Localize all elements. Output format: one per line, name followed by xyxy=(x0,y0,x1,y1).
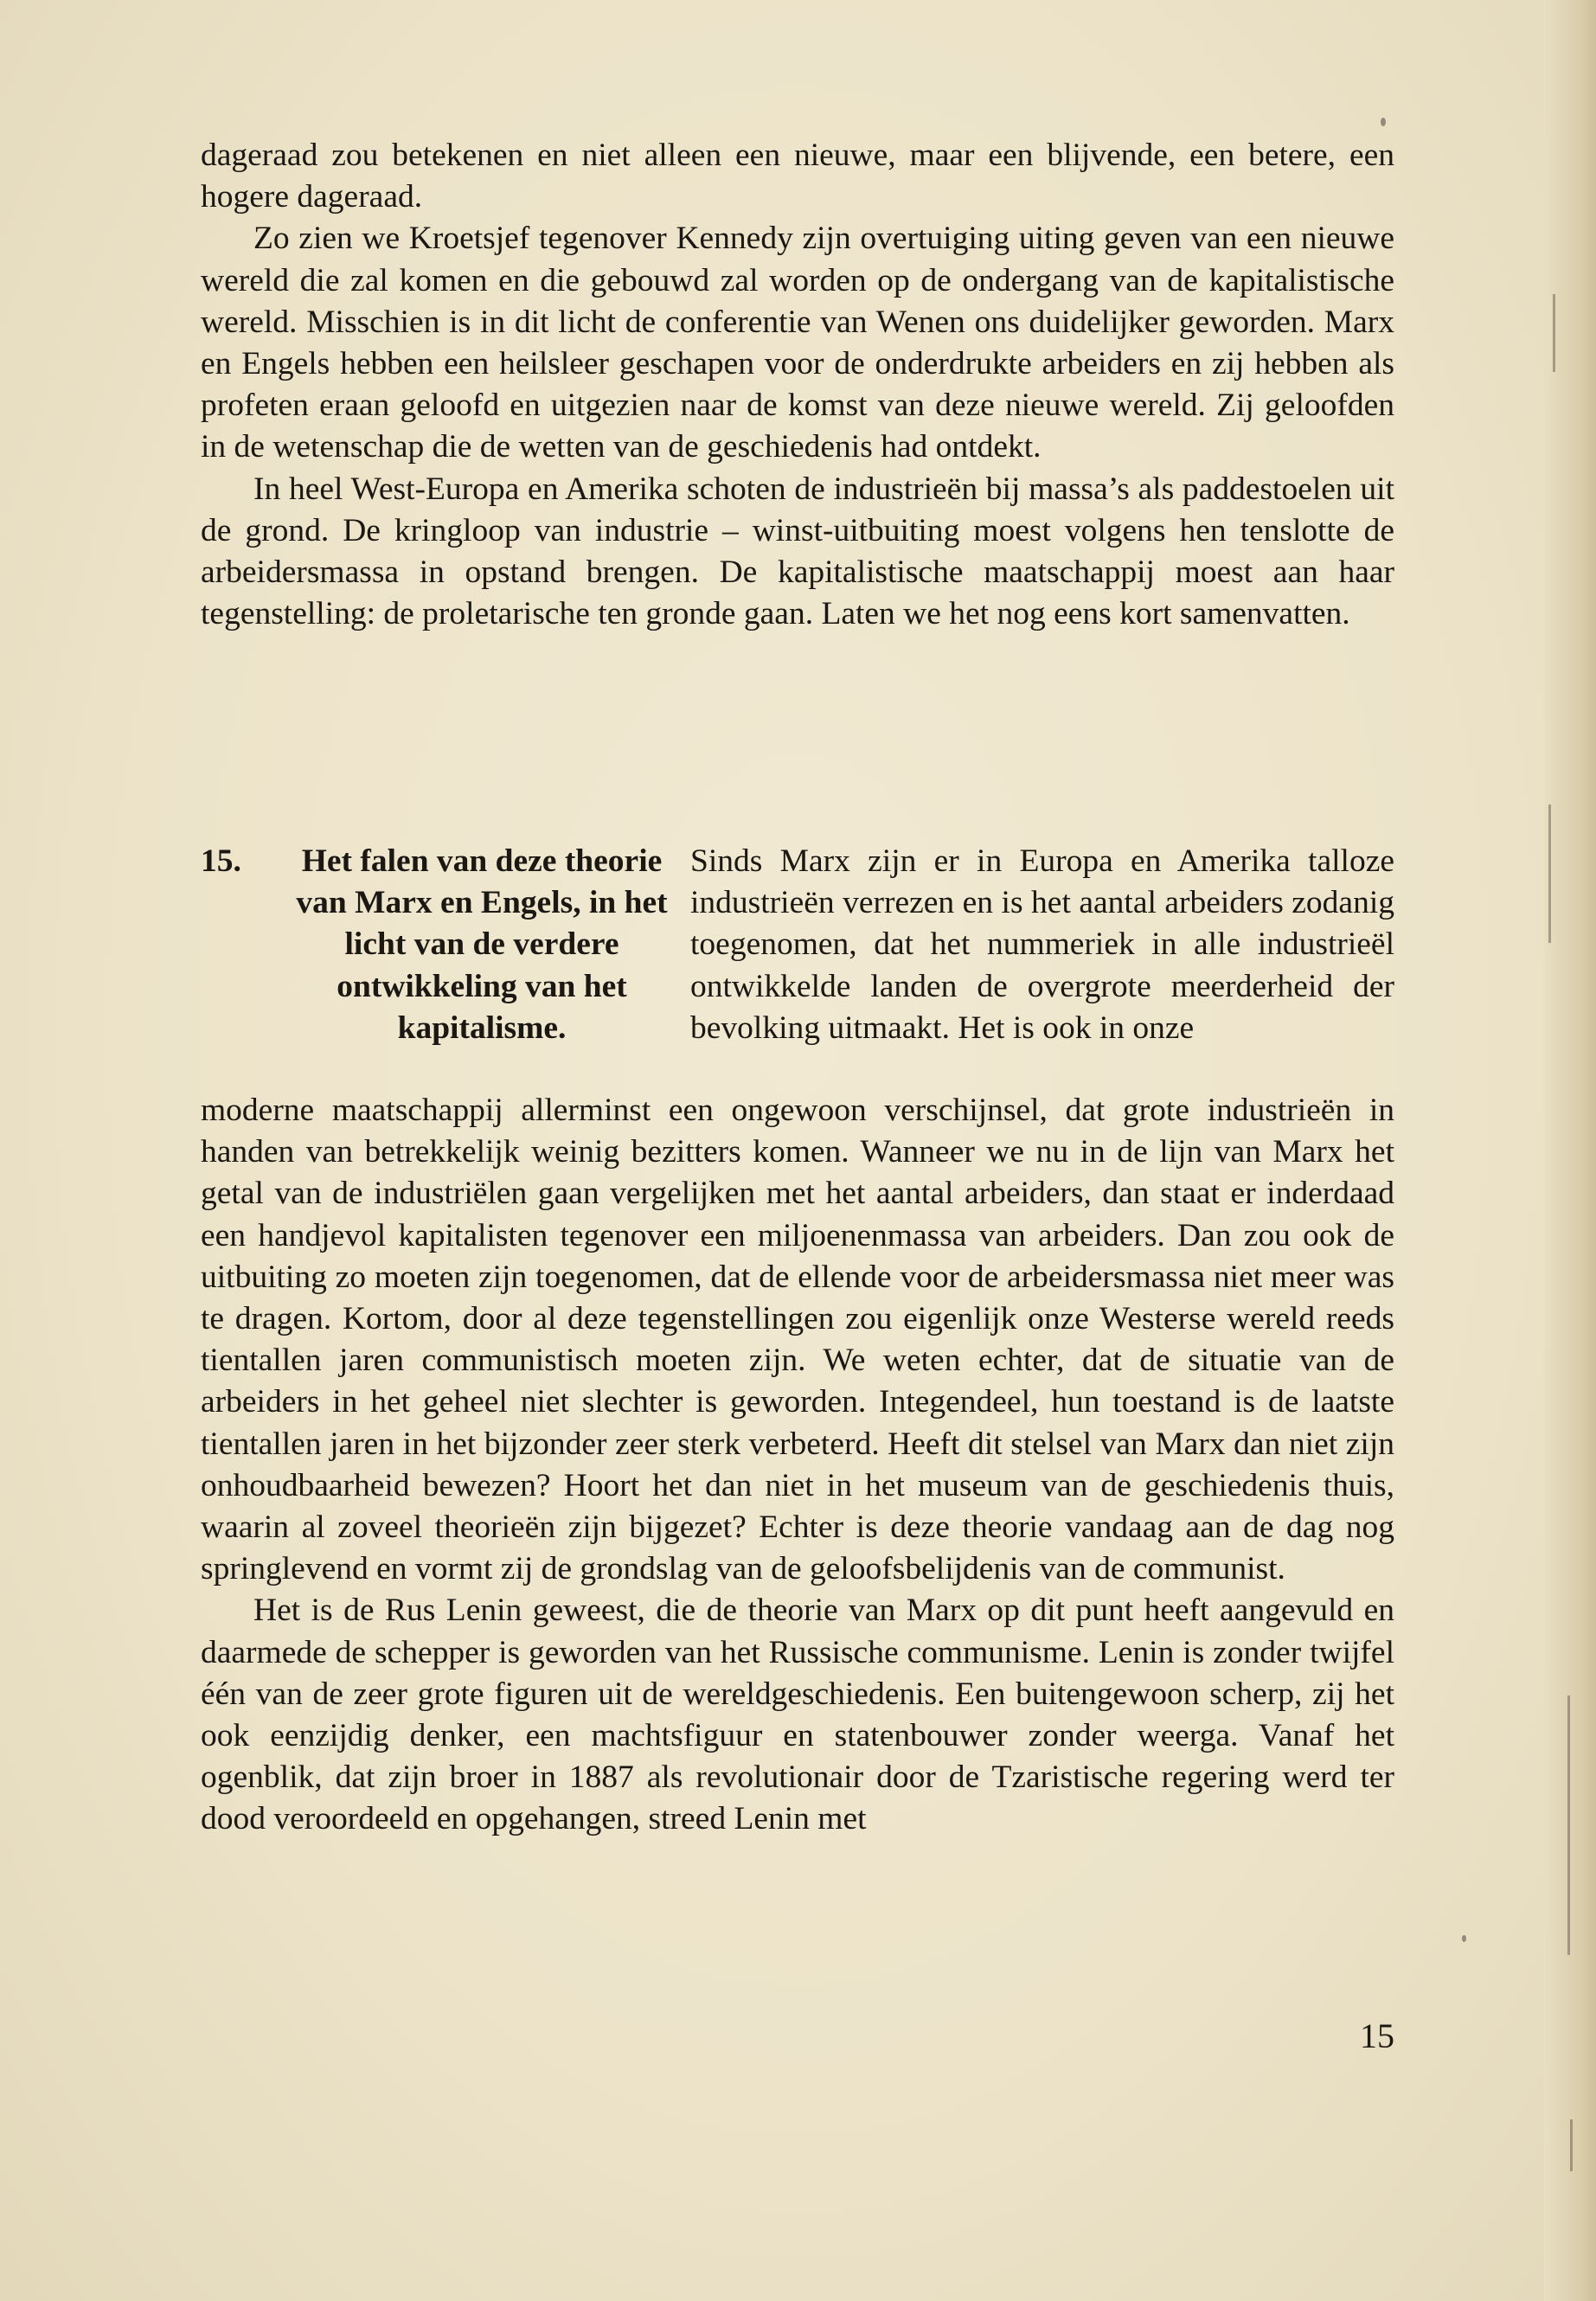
page-number: 15 xyxy=(1360,2016,1394,2055)
section-heading: Het falen van deze theorie van Marx en Engels, in het licht van de verdere ontwikkeling van het kapitalisme. xyxy=(296,843,668,1046)
section-number: 15. xyxy=(201,843,241,879)
paragraph: In heel West-Europa en Amerika schoten de industrieën bij massa’s als paddestoelen uit de grond. De kringloop van industrie – winst-uitbuiting moest volgens hen tenslotte de arbeidersmassa in opstand brengen. De kapitalistische maatschappij moest aan haar tegenstelling: de proletarische ten gronde gaan. Laten we het nog eens kort samenvatten. xyxy=(201,471,1394,632)
paragraph: Zo zien we Kroetsjef tegenover Kennedy zijn overtuiging uiting geven van een nieuwe wereld die zal komen en die gebouwd zal worden op de ondergang van de kapitalistische wereld. Misschien is in dit licht de conferentie van Wenen ons duidelijker geworden. Marx en Engels hebben een heilsleer geschapen voor de onderdrukte arbeiders en zij hebben als profeten eraan geloofd en uitgezien naar de komst van deze nieuwe wereld. Zij geloofden in de wetenschap die de wetten van de geschiedenis had ontdekt. xyxy=(201,221,1394,465)
edge-mark xyxy=(1553,294,1555,372)
body-text-top xyxy=(201,135,1394,635)
section-column xyxy=(690,841,1394,1049)
page-edge-shadow xyxy=(1544,0,1596,2301)
paragraph: Het is de Rus Lenin geweest, die de theorie van Marx op dit punt heeft aangevuld en daarmede de schepper is geworden van het Russische communisme. Lenin is zonder twijfel één van de zeer grote figuren uit de wereldgeschiedenis. Een buitengewoon scherp, zij het ook eenzijdig denker, een machtsfiguur en statenbouwer zonder weerga. Vanaf het ogenblik, dat zijn broer in 1887 als revolutionair door de Tzaristische regering werd ter dood veroordeeld en opgehangen, streed Lenin met xyxy=(201,1593,1394,1837)
section-15 xyxy=(201,841,1394,1090)
ink-speck xyxy=(1381,118,1386,126)
edge-mark xyxy=(1548,804,1551,943)
paragraph: moderne maatschappij allerminst een ongewoon verschijnsel, dat grote industrieën in handen van betrekkelijk weinig bezitters komen. Wanneer we nu in de lijn van Marx het getal van de industriëlen gaan vergelijken met het aantal arbeiders, dan staat er inderdaad een handjevol kapitalisten tegenover een miljoenenmassa van arbeiders. Dan zou ook de uitbuiting zo moeten zijn toegenomen, dat de ellende voor de arbeidersmassa niet meer was te dragen. Kortom, door al deze tegenstellingen zou eigenlijk onze Westerse wereld reeds tientallen jaren communistisch moeten zijn. We weten echter, dat de situatie van de arbeiders in het geheel niet slechter is geworden. Integendeel, hun toestand is de laatste tientallen jaren in het bijzonder zeer sterk verbeterd. Heeft dit stelsel van Marx dan niet zijn onhoudbaarheid bewezen? Hoort het dan niet in het museum van de geschiedenis thuis, waarin al zoveel theorieën zijn bijgezet? Echter is deze theorie vandaag aan de dag nog springlevend en vormt zij de grondslag van de geloofsbelijdenis van de communist. xyxy=(201,1093,1394,1587)
edge-mark xyxy=(1570,2119,1573,2171)
edge-mark xyxy=(1567,1695,1570,1955)
ink-speck xyxy=(1462,1935,1466,1942)
section-column-text: Sinds Marx zijn er in Europa en Amerika talloze industrieën verrezen en is het aantal arbeiders zodanig toegenomen, dat het nummeriek in alle industrieël ontwikkelde landen de overgrote meerderheid der bevolking uitmaakt. Het is ook in onze xyxy=(690,843,1394,1046)
body-text-bottom xyxy=(201,1090,1394,1841)
paragraph: dageraad zou betekenen en niet alleen een nieuwe, maar een blijvende, een betere, een hogere dageraad. xyxy=(201,138,1394,215)
